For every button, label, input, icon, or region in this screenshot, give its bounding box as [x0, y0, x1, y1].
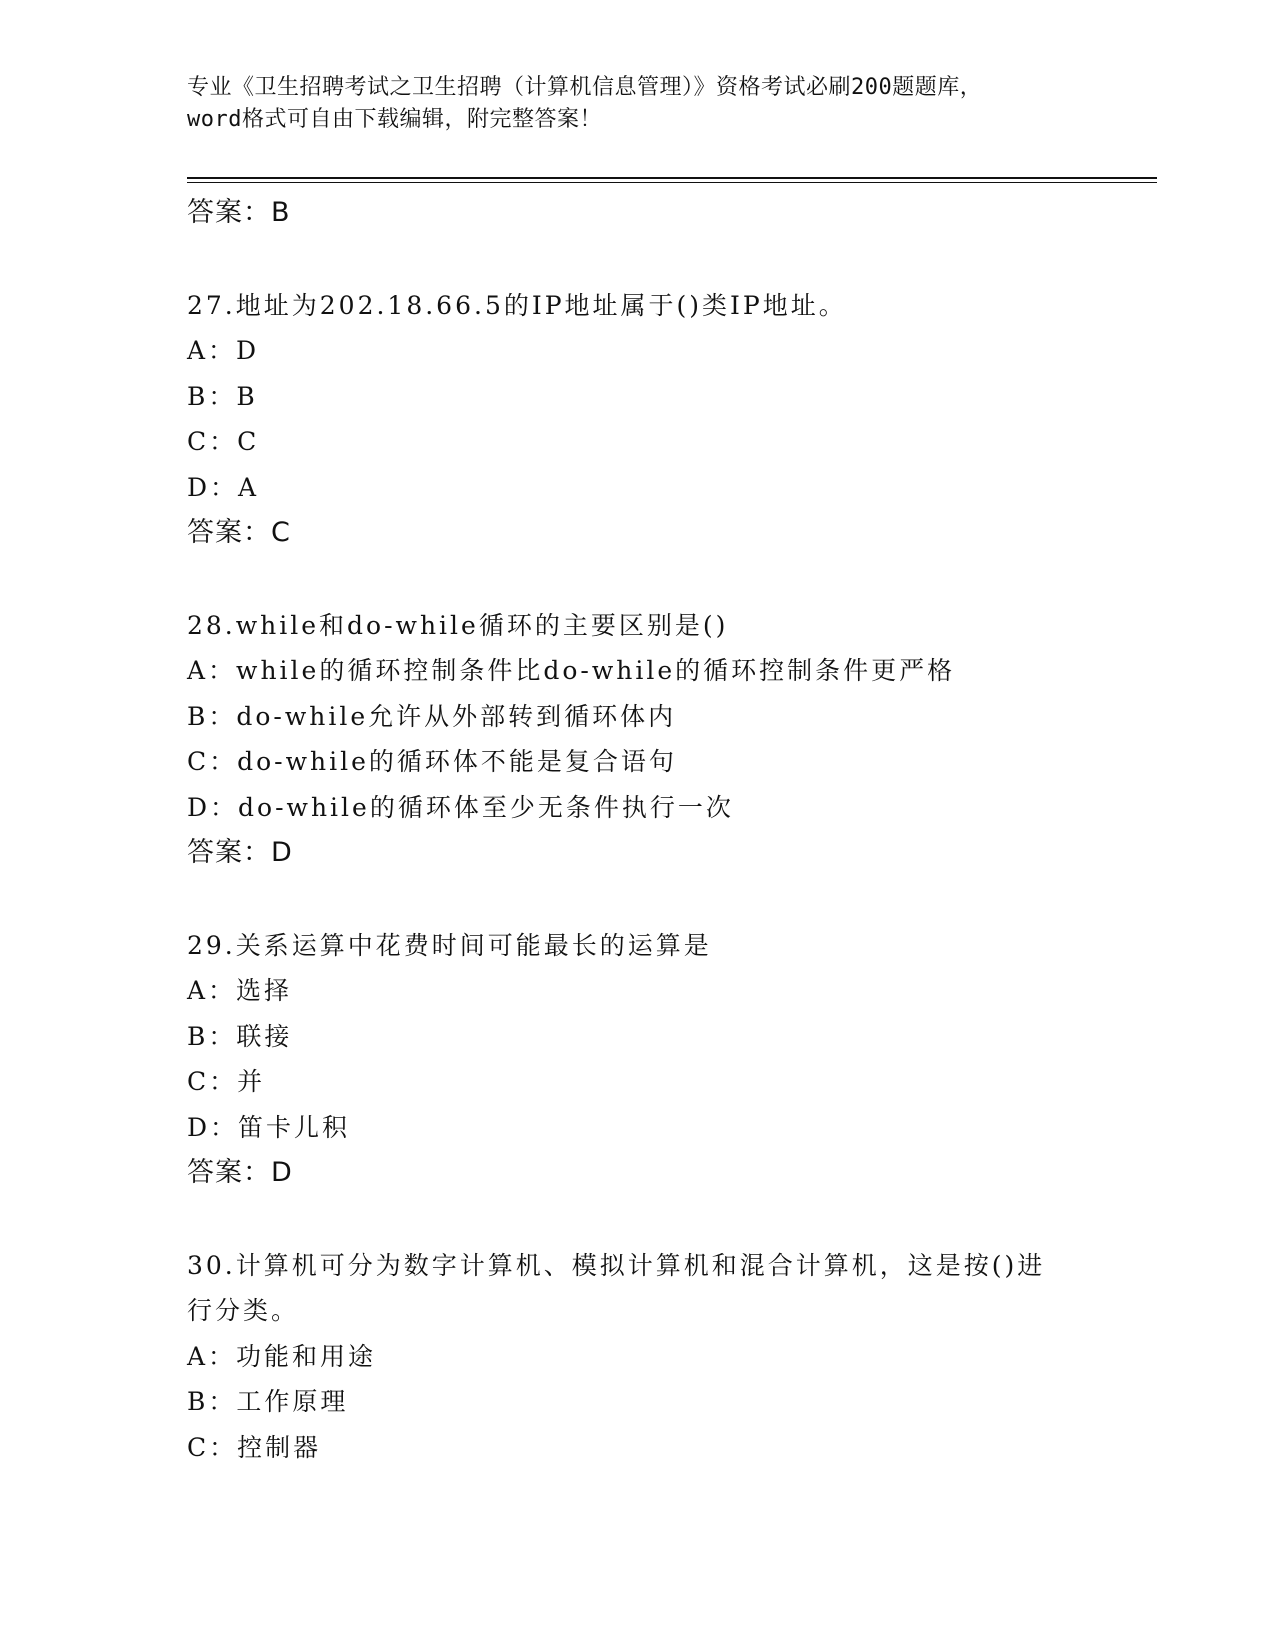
- question-stem-line-1: 30.计算机可分为数字计算机、模拟计算机和混合计算机，这是按()进: [187, 1250, 1046, 1280]
- header-rule-thick: [187, 177, 1157, 179]
- option-d: D：do-while的循环体至少无条件执行一次: [187, 792, 734, 822]
- question-28: [187, 603, 1087, 876]
- option-a: A：D: [187, 336, 260, 365]
- question-list: [187, 190, 1087, 1470]
- option-c: C：do-while的循环体不能是复合语句: [187, 747, 677, 776]
- question-29: [187, 923, 1087, 1196]
- option-c: C：控制器: [187, 1432, 322, 1462]
- option-a: A：选择: [187, 976, 293, 1005]
- question-stem-line-2: 行分类。: [187, 1296, 300, 1325]
- answer: 答案：C: [187, 517, 291, 548]
- option-b: B：B: [187, 381, 258, 411]
- option-d: D：A: [187, 472, 260, 502]
- option-c: C：C: [187, 427, 260, 456]
- header-line-1: 专业《卫生招聘考试之卫生招聘（计算机信息管理）》资格考试必刷200题题库，: [187, 75, 983, 100]
- question-30: [187, 1243, 1087, 1471]
- header-line-2: word格式可自由下载编辑，附完整答案！: [187, 107, 602, 132]
- option-c: C：并: [187, 1067, 266, 1096]
- answer: 答案：D: [187, 837, 293, 868]
- previous-answer: 答案：B: [187, 197, 291, 228]
- answer: 答案：D: [187, 1157, 293, 1188]
- option-a: A：while的循环控制条件比do-while的循环控制条件更严格: [187, 656, 956, 685]
- header-rule-thin: [187, 182, 1157, 183]
- question-27: [187, 283, 1087, 556]
- question-stem: 29.关系运算中花费时间可能最长的运算是: [187, 930, 712, 960]
- option-d: D：笛卡儿积: [187, 1112, 351, 1142]
- option-b: B：联接: [187, 1021, 293, 1051]
- option-a: A：功能和用途: [187, 1341, 377, 1371]
- option-b: B：do-while允许从外部转到循环体内: [187, 701, 677, 731]
- question-stem: 27.地址为202.18.66.5的IP地址属于()类IP地址。: [187, 290, 847, 320]
- document-header: [187, 72, 1087, 136]
- question-stem: 28.while和do-while循环的主要区别是(): [187, 610, 729, 640]
- option-b: B：工作原理: [187, 1387, 349, 1416]
